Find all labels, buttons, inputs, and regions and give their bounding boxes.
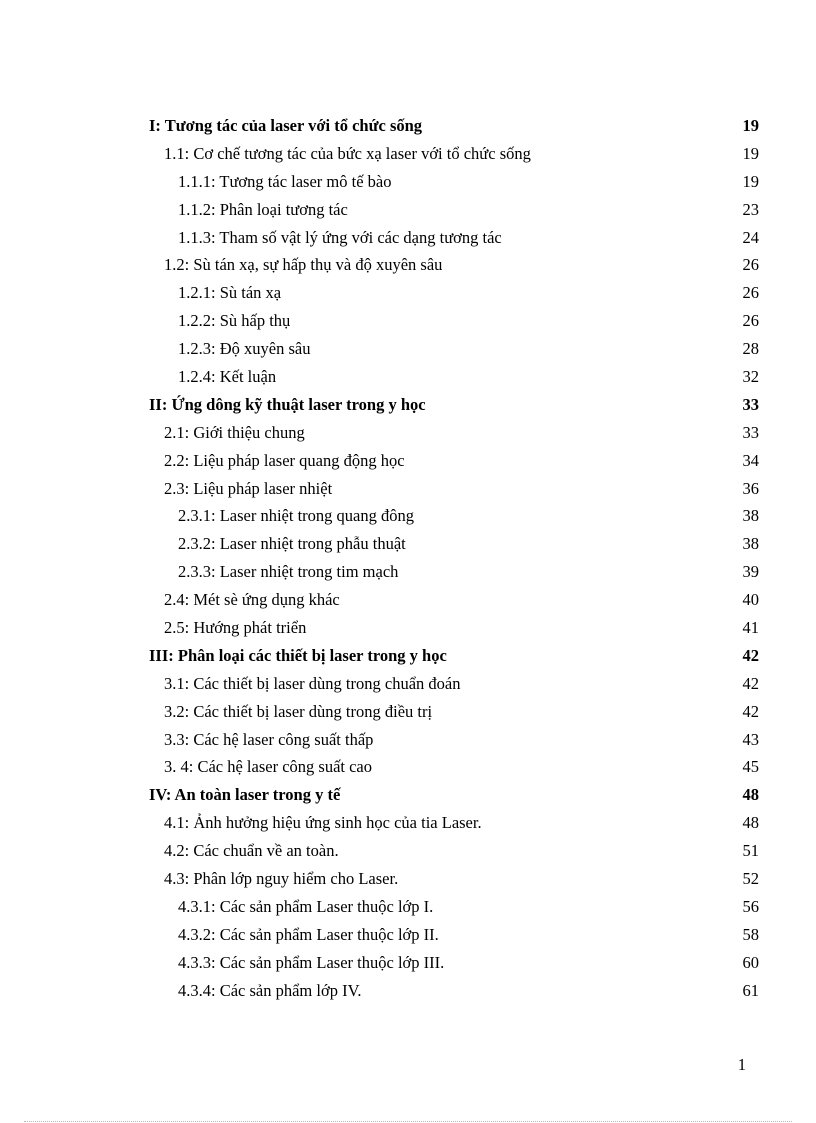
toc-entry: [0, 502, 816, 530]
toc-entry-title: 4.2: Các chuẩn về an toàn.: [164, 841, 339, 861]
toc-entry-title: 1.1: Cơ chế tương tác của bức xạ laser với tổ chức sống: [164, 143, 531, 163]
toc-entry-page: 48: [742, 813, 759, 833]
toc-entry-page: 28: [742, 339, 759, 359]
toc-entry-title: 1.2: Sù tán xạ, sự hấp thụ và độ xuyên sâu: [164, 255, 443, 275]
toc-entry: [0, 949, 816, 977]
toc-entry-title: 2.2: Liệu pháp laser quang động học: [164, 450, 405, 470]
toc-entry-page: 26: [742, 311, 759, 331]
toc-entry-page: 34: [742, 450, 759, 470]
toc-entry-title: 2.3.3: Laser nhiệt trong tim mạch: [178, 562, 399, 582]
toc-entry-page: 42: [742, 645, 759, 665]
toc-entry-page: 40: [742, 590, 759, 610]
toc-entry: [0, 865, 816, 893]
toc-entry-page: 19: [742, 171, 759, 191]
toc-entry-page: 56: [742, 896, 759, 916]
toc-entry: [0, 586, 816, 614]
toc-entry: [0, 363, 816, 391]
table-of-contents: [0, 112, 816, 1005]
toc-entry: [0, 726, 816, 754]
page-bottom-rule: [24, 1121, 792, 1122]
toc-entry: [0, 753, 816, 781]
toc-entry-title: 4.1: Ảnh hưởng hiệu ứng sinh học của tia Laser.: [164, 813, 482, 833]
toc-entry-page: 52: [742, 869, 759, 889]
toc-entry: [0, 781, 816, 809]
toc-entry: [0, 530, 816, 558]
toc-entry-page: 38: [742, 534, 759, 554]
toc-entry: [0, 893, 816, 921]
toc-entry-title: 1.2.4: Kết luận: [178, 367, 277, 387]
toc-entry: [0, 419, 816, 447]
toc-entry-title: 3.3: Các hệ laser công suất thấp: [164, 729, 374, 749]
toc-entry: [0, 140, 816, 168]
toc-entry-page: 51: [742, 841, 759, 861]
toc-entry: [0, 921, 816, 949]
toc-entry: [0, 224, 816, 252]
toc-entry-title: 2.5: Hướng phát triển: [164, 618, 307, 638]
toc-entry: [0, 168, 816, 196]
toc-entry-title: 3. 4: Các hệ laser công suất cao: [164, 757, 373, 777]
toc-entry-page: 23: [742, 199, 759, 219]
toc-entry-title: II: Ứng dông kỹ thuật laser trong y học: [149, 394, 426, 414]
toc-entry: [0, 196, 816, 224]
toc-entry: [0, 447, 816, 475]
toc-entry-page: 19: [742, 116, 759, 135]
toc-entry-title: 2.3: Liệu pháp laser nhiệt: [164, 478, 333, 498]
toc-entry-page: 42: [742, 701, 759, 721]
toc-entry-title: III: Phân loại các thiết bị laser trong y học: [149, 645, 447, 665]
toc-entry-page: 26: [742, 255, 759, 275]
toc-entry-page: 60: [742, 952, 759, 972]
toc-entry-page: 43: [742, 729, 759, 749]
toc-entry-page: 48: [742, 785, 759, 805]
toc-entry-title: 3.2: Các thiết bị laser dùng trong điều trị: [164, 701, 433, 721]
toc-entry-page: 42: [742, 673, 759, 693]
toc-entry: [0, 335, 816, 363]
toc-entry-page: 38: [742, 506, 759, 526]
toc-entry: [0, 642, 816, 670]
toc-entry: [0, 614, 816, 642]
toc-entry-title: 2.1: Giới thiệu chung: [164, 422, 305, 442]
toc-entry: [0, 698, 816, 726]
toc-entry-title: 4.3: Phân lớp nguy hiểm cho Laser.: [164, 869, 399, 889]
toc-entry-title: 1.2.1: Sù tán xạ: [178, 283, 282, 303]
toc-entry-title: 4.3.4: Các sản phẩm lớp IV.: [178, 980, 362, 1000]
toc-entry-title: 2.3.2: Laser nhiệt trong phẫu thuật: [178, 534, 406, 554]
toc-entry: [0, 279, 816, 307]
toc-entry-title: I: Tương tác của laser với tổ chức sống: [149, 116, 423, 135]
toc-entry-page: 32: [742, 367, 759, 387]
toc-entry: [0, 837, 816, 865]
toc-entry-title: 1.1.2: Phân loại tương tác: [178, 199, 348, 219]
toc-entry-page: 26: [742, 283, 759, 303]
toc-entry-title: 4.3.1: Các sản phẩm Laser thuộc lớp I.: [178, 896, 434, 916]
toc-entry: [0, 251, 816, 279]
toc-entry-page: 33: [742, 394, 759, 414]
toc-entry: [0, 670, 816, 698]
toc-entry: [0, 307, 816, 335]
toc-entry-title: 4.3.3: Các sản phẩm Laser thuộc lớp III.: [178, 952, 445, 972]
toc-entry: [0, 558, 816, 586]
toc-entry-page: 45: [742, 757, 759, 777]
toc-entry: [0, 475, 816, 503]
toc-entry-title: 1.2.3: Độ xuyên sâu: [178, 339, 311, 359]
toc-entry-page: 24: [742, 227, 759, 247]
toc-entry: [0, 112, 816, 140]
toc-entry-page: 19: [742, 143, 759, 163]
toc-entry-title: 2.4: Mét sè ứng dụng khác: [164, 590, 340, 610]
toc-entry-title: 1.1.3: Tham số vật lý ứng với các dạng tương tác: [178, 227, 502, 247]
toc-entry-page: 41: [742, 618, 759, 638]
toc-entry-page: 33: [742, 422, 759, 442]
toc-entry: [0, 809, 816, 837]
toc-entry-title: 1.1.1: Tương tác laser mô tế bào: [178, 171, 392, 191]
toc-entry-page: 58: [742, 924, 759, 944]
toc-entry-page: 36: [742, 478, 759, 498]
page-number: 1: [737, 1055, 746, 1074]
toc-entry-page: 61: [742, 980, 759, 1000]
toc-entry-title: 3.1: Các thiết bị laser dùng trong chuẩn đoán: [164, 673, 461, 693]
toc-entry: [0, 977, 816, 1005]
toc-entry: [0, 391, 816, 419]
toc-entry-title: 4.3.2: Các sản phẩm Laser thuộc lớp II.: [178, 924, 439, 944]
toc-entry-title: IV: An toàn laser trong y tế: [149, 785, 341, 805]
toc-entry-page: 39: [742, 562, 759, 582]
toc-entry-title: 2.3.1: Laser nhiệt trong quang đông: [178, 506, 414, 526]
toc-entry-title: 1.2.2: Sù hấp thụ: [178, 311, 291, 331]
